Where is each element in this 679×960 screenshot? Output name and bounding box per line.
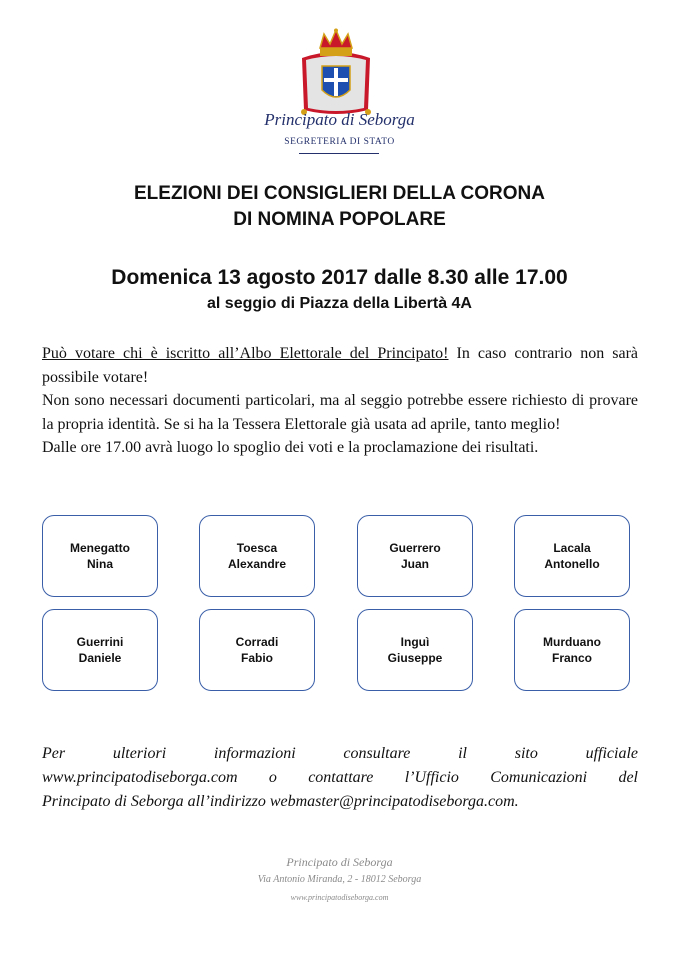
candidate-surname: Toesca	[236, 541, 278, 555]
candidate-surname: Menegatto	[70, 541, 130, 555]
candidate-name: Franco	[551, 651, 592, 665]
eligibility-rest: In caso contrario non sarà possibile votare!	[42, 345, 639, 386]
paragraph-3: Dalle ore 17.00 avrà luogo lo spoglio dei voti e la proclamazione dei risultati.	[42, 439, 539, 456]
footer-line-1: Per ulteriori informazioni consultare il sito ufficiale	[42, 745, 638, 762]
candidate-card	[42, 515, 158, 597]
org-subtitle: SEGRETERIA DI STATO	[284, 137, 395, 147]
eligibility-note: Può votare chi è iscritto all’Albo Elettorale del Principato!	[42, 345, 449, 362]
candidate-name: Fabio	[241, 651, 273, 665]
seal-site: www.principatodiseborga.com	[290, 893, 389, 902]
org-name: Principato di Seborga	[264, 110, 415, 129]
candidate-name: Nina	[86, 557, 113, 571]
footer-line-2: www.principatodiseborga.com o contattare l’Ufficio Comunicazioni del	[42, 769, 638, 786]
candidate-card	[42, 609, 158, 691]
event-place: al seggio di Piazza della Libertà 4A	[207, 295, 472, 312]
body-text	[42, 342, 638, 460]
title-line-1: ELEZIONI DEI CONSIGLIERI DELLA CORONA	[134, 183, 545, 204]
title-line-2: DI NOMINA POPOLARE	[233, 209, 446, 230]
footer-line-3: Principato di Seborga all’indirizzo webmaster@principatodiseborga.com.	[42, 793, 519, 810]
candidate-card	[514, 515, 630, 597]
candidate-surname: Corradi	[235, 635, 279, 649]
candidate-name: Alexandre	[227, 557, 287, 571]
candidate-name: Juan	[400, 557, 429, 571]
candidate-name: Antonello	[544, 557, 600, 571]
candidate-card	[357, 609, 473, 691]
event-date: Domenica 13 agosto 2017 dalle 8.30 alle 17.00	[111, 266, 568, 289]
candidate-card	[199, 609, 315, 691]
candidate-surname: Inguì	[400, 635, 430, 649]
seal-address: Via Antonio Miranda, 2 - 18012 Seborga	[257, 874, 422, 885]
header-divider	[299, 153, 379, 154]
info-footer	[42, 742, 638, 814]
candidate-surname: Guerrini	[76, 635, 124, 649]
candidate-name: Giuseppe	[387, 651, 443, 665]
candidate-surname: Lacala	[553, 541, 591, 555]
candidates-grid	[42, 515, 632, 693]
candidate-card	[514, 609, 630, 691]
candidate-surname: Guerrero	[389, 541, 441, 555]
candidate-surname: Murduano	[543, 635, 601, 649]
paragraph-2: Non sono necessari documenti particolari, ma al seggio potrebbe essere richiesto di provare la propria identità. Se si ha la Tessera Elettorale già usata ad aprile, tanto meglio!	[42, 392, 638, 433]
candidate-card	[357, 515, 473, 597]
page-title	[0, 181, 679, 233]
candidate-card	[199, 515, 315, 597]
seal-name: Principato di Seborga	[286, 855, 393, 869]
coat-of-arms-icon	[296, 28, 376, 120]
paragraph-1	[42, 342, 638, 389]
candidate-name: Daniele	[78, 651, 122, 665]
